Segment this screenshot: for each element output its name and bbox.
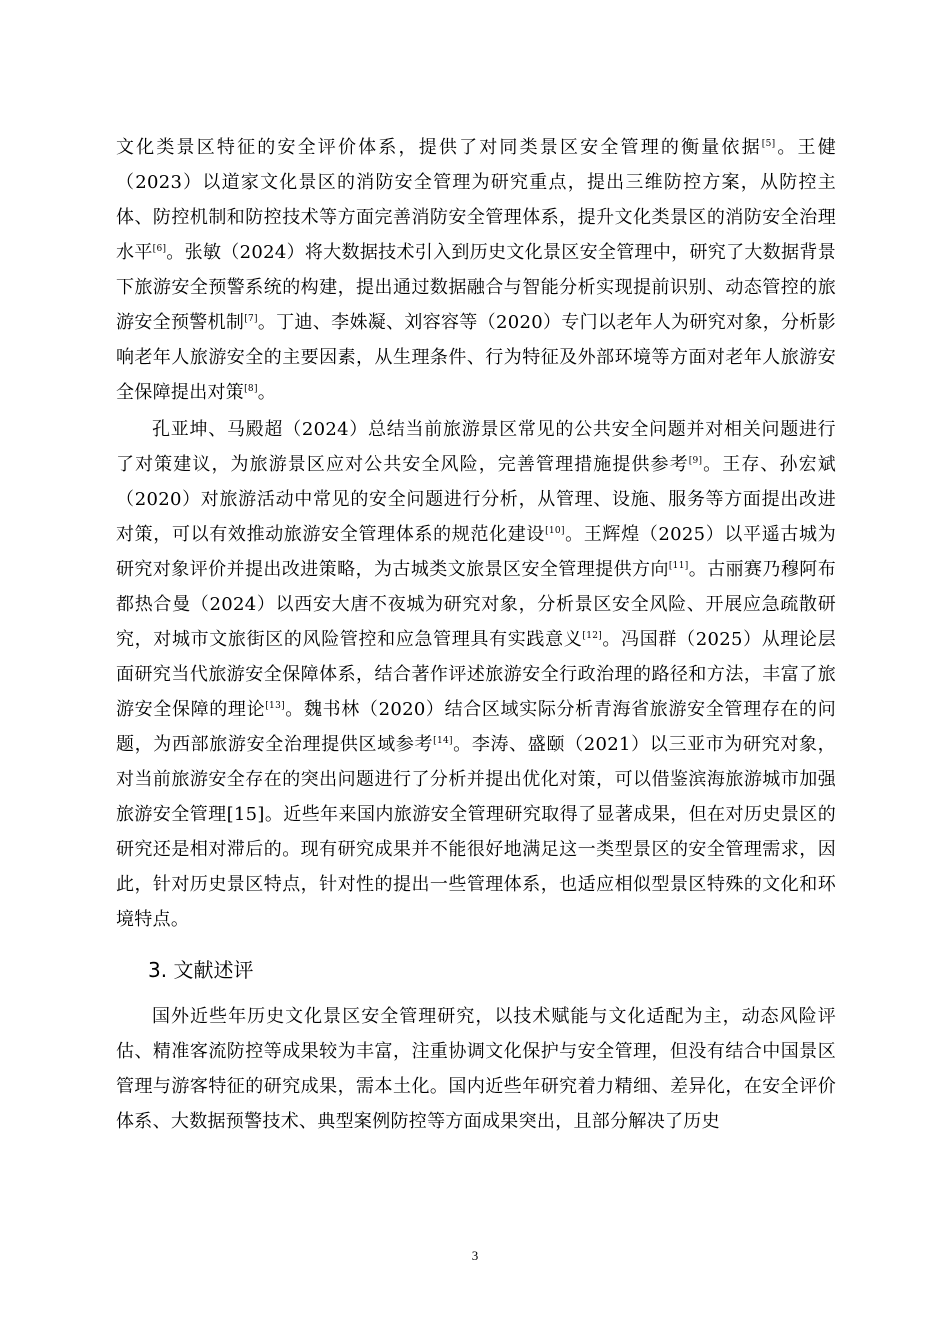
body-paragraph-3 [116, 999, 836, 1139]
body-paragraph-2 [116, 412, 836, 937]
paragraph-1-text-2: 。王健（2023）以道家文化景区的消防安全管理为研究重点，提出三维防控方案，从防控主体、防控机制和防控技术等方面完善消防安全管理体系，提升文化类景区的消防安全治理水平 [116, 137, 836, 263]
paragraph-1-text-1: 文化类景区特征的安全评价体系，提供了对同类景区安全管理的衡量依据 [116, 137, 762, 158]
paragraph-1-text-3: 。张敏（2024）将大数据技术引入到历史文化景区安全管理中，研究了大数据背景下旅游安全预警系统的构建，提出通过数据融合与智能分析实现提前识别、动态管控的旅游安全预警机制 [116, 242, 836, 333]
paragraph-2-text-7: 。李涛、盛颐（2021）以三亚市为研究对象，对当前旅游安全存在的突出问题进行了分析并提出优化对策，可以借鉴滨海旅游城市加强旅游安全管理[15]。近些年来国内旅游安全管理研究取得了显著成果，但在对历史景区的研究还是相对滞后的。现有研究成果并不能很好地满足这一类型景区的安全管理需求，因此，针对历史景区特点，针对性的提出一些管理体系，也适应相似型景区特殊的文化和环境特点。 [116, 734, 836, 930]
citation-5: [5] [761, 139, 776, 149]
paragraph-1-text-5: 。 [257, 382, 277, 403]
citation-8: [8] [244, 384, 258, 394]
citation-11: [11] [668, 561, 689, 571]
paragraph-2-text-5: 。冯国群（2025）从理论层面研究当代旅游安全保障体系，结合著作评述旅游安全行政治理的路径和方法，丰富了旅游安全保障的理论 [116, 629, 836, 720]
page-number: 3 [471, 1248, 479, 1263]
citation-6: [6] [152, 244, 167, 254]
citation-12: [12] [582, 631, 603, 641]
paragraph-2-text-6: 。魏书林（2020）结合区域实际分析青海省旅游安全管理存在的问题，为西部旅游安全治理提供区域参考 [116, 699, 836, 755]
section-heading: 3. 文献述评 [148, 958, 254, 982]
page-body [116, 130, 836, 1139]
citation-9: [9] [688, 456, 703, 466]
paragraph-2-text-4: 。古丽赛乃穆阿布都热合曼（2024）以西安大唐不夜城为研究对象，分析景区安全风险、开展应急疏散研究，对城市文旅街区的风险管控和应急管理具有实践意义 [116, 559, 836, 650]
citation-7: [7] [244, 314, 258, 324]
paragraph-3-text: 国外近些年历史文化景区安全管理研究，以技术赋能与文化适配为主，动态风险评估、精准客流防控等成果较为丰富，注重协调文化保护与安全管理，但没有结合中国景区管理与游客特征的研究成果，需本土化。国内近些年研究着力精细、差异化，在安全评价体系、大数据预警技术、典型案例防控等方面成果突出，且部分解决了历史 [116, 1006, 836, 1132]
paragraph-2-text-2: 。王存、孙宏斌（2020）对旅游活动中常见的安全问题进行分析，从管理、设施、服务等方面提出改进对策，可以有效推动旅游安全管理体系的规范化建设 [116, 454, 836, 545]
citation-14: [14] [433, 736, 453, 746]
citation-13: [13] [265, 701, 285, 711]
body-paragraph-1 [116, 130, 836, 410]
citation-10: [10] [545, 526, 565, 536]
paragraph-2-text-1: 孔亚坤、马殿超（2024）总结当前旅游景区常见的公共安全问题并对相关问题进行了对策建议，为旅游景区应对公共安全风险，完善管理措施提供参考 [116, 419, 836, 475]
paragraph-1-text-4: 。丁迪、李姝凝、刘容容等（2020）专门以老年人为研究对象，分析影响老年人旅游安全的主要因素，从生理条件、行为特征及外部环境等方面对老年人旅游安全保障提出对策 [116, 312, 836, 403]
paragraph-2-text-3: 。王辉煌（2025）以平遥古城为研究对象评价并提出改进策略，为古城类文旅景区安全管理提供方向 [116, 524, 836, 580]
